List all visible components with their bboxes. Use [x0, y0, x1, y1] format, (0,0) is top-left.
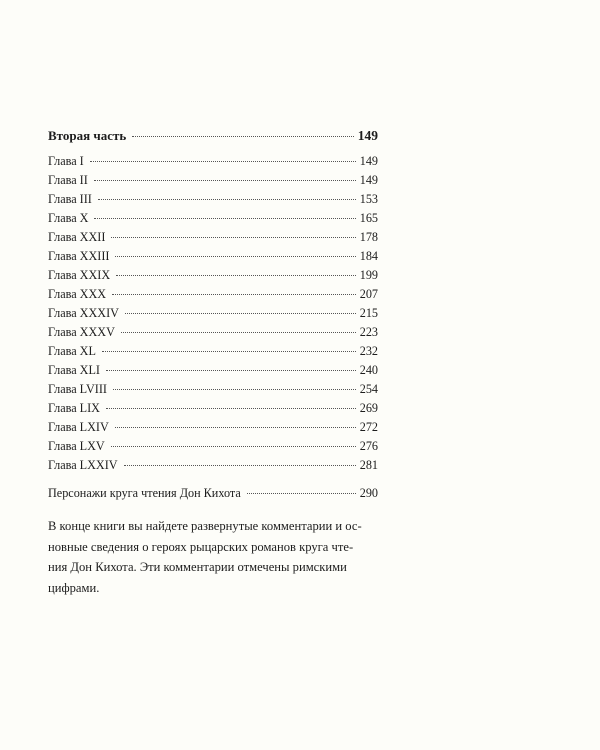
toc-dot-leader	[115, 426, 356, 428]
toc-dot-leader	[102, 350, 356, 352]
toc-chapter-label: Глава LXXIV	[48, 458, 118, 472]
toc-chapter-label: Глава XLI	[48, 363, 100, 377]
table-of-contents	[48, 128, 378, 505]
toc-part-entry	[48, 128, 378, 154]
toc-chapter-page: 165	[359, 211, 378, 225]
toc-characters-page: 290	[359, 486, 378, 500]
toc-dot-leader	[111, 445, 356, 447]
toc-dot-leader	[106, 407, 356, 409]
toc-chapter-label: Глава II	[48, 173, 88, 187]
toc-chapter-entry	[48, 230, 378, 249]
toc-chapter-entry	[48, 306, 378, 325]
note-line: новные сведения о героях рыцарских романов круга чте-	[48, 539, 354, 554]
toc-chapter-entry	[48, 363, 378, 382]
note-line: ния Дон Кихота. Эти комментарии отмечены римскими	[48, 560, 347, 574]
toc-chapter-page: 149	[359, 154, 378, 168]
toc-part-page: 149	[357, 128, 378, 143]
toc-chapter-label: Глава XL	[48, 344, 96, 358]
toc-dot-leader	[111, 236, 355, 238]
note-line: цифрами.	[48, 580, 100, 595]
toc-chapter-page: 199	[359, 268, 378, 282]
note-line: В конце книги вы найдете развернутые комментарии и ос-	[48, 519, 362, 533]
toc-dot-leader	[98, 198, 356, 200]
toc-chapter-label: Глава XXX	[48, 287, 107, 301]
toc-chapter-entry	[48, 344, 378, 363]
toc-chapter-page: 232	[359, 344, 378, 358]
toc-chapter-entry	[48, 268, 378, 287]
toc-dot-leader	[90, 160, 356, 162]
toc-chapter-label: Глава XXIII	[48, 249, 110, 263]
toc-chapter-page: 207	[359, 287, 378, 301]
commentary-note	[48, 516, 383, 598]
toc-chapter-page: 276	[359, 439, 378, 453]
toc-chapter-page: 240	[359, 363, 378, 377]
toc-chapter-label: Глава LIX	[48, 401, 100, 415]
toc-chapter-label: Глава LXIV	[48, 420, 109, 434]
toc-chapter-entry	[48, 382, 378, 401]
toc-dot-leader	[132, 135, 353, 137]
toc-chapter-label: Глава XXII	[48, 230, 106, 244]
toc-dot-leader	[115, 255, 355, 257]
toc-dot-leader	[121, 331, 356, 333]
toc-chapter-page: 254	[359, 382, 378, 396]
toc-dot-leader	[116, 274, 356, 276]
toc-dot-leader	[125, 312, 356, 314]
toc-chapter-entry	[48, 287, 378, 306]
toc-dot-leader	[94, 217, 355, 219]
toc-chapter-label: Глава I	[48, 154, 84, 168]
toc-chapter-page: 223	[359, 325, 378, 339]
toc-dot-leader	[112, 293, 356, 295]
toc-chapter-entry	[48, 439, 378, 458]
toc-characters-label: Персонажи круга чтения Дон Кихота	[48, 486, 241, 500]
toc-dot-leader	[113, 388, 356, 390]
toc-chapter-entry	[48, 211, 378, 230]
toc-chapter-page: 272	[359, 420, 378, 434]
toc-dot-leader	[247, 492, 356, 494]
toc-chapter-page: 281	[359, 458, 378, 472]
toc-chapter-page: 153	[359, 192, 378, 206]
toc-chapter-entry	[48, 325, 378, 344]
toc-chapter-page: 215	[359, 306, 378, 320]
toc-dot-leader	[124, 464, 356, 466]
toc-chapter-list	[48, 154, 378, 477]
toc-chapter-entry	[48, 420, 378, 439]
toc-chapter-label: Глава LVIII	[48, 382, 107, 396]
toc-chapter-entry	[48, 458, 378, 477]
toc-chapter-label: Глава III	[48, 192, 92, 206]
toc-chapter-entry	[48, 173, 378, 192]
toc-chapter-page: 178	[359, 230, 378, 244]
toc-chapter-page: 184	[359, 249, 378, 263]
toc-dot-leader	[94, 179, 356, 181]
toc-chapter-label: Глава X	[48, 211, 89, 225]
toc-chapter-label: Глава LXV	[48, 439, 105, 453]
toc-chapter-entry	[48, 401, 378, 420]
toc-part-label: Вторая часть	[48, 128, 127, 143]
toc-chapter-label: Глава XXXV	[48, 325, 115, 339]
toc-characters-entry	[48, 486, 378, 505]
toc-chapter-entry	[48, 249, 378, 268]
toc-dot-leader	[106, 369, 356, 371]
toc-chapter-entry	[48, 192, 378, 211]
toc-chapter-page: 149	[359, 173, 378, 187]
toc-chapter-label: Глава XXXIV	[48, 306, 119, 320]
toc-chapter-label: Глава XXIX	[48, 268, 111, 282]
toc-chapter-entry	[48, 154, 378, 173]
toc-chapter-page: 269	[359, 401, 378, 415]
